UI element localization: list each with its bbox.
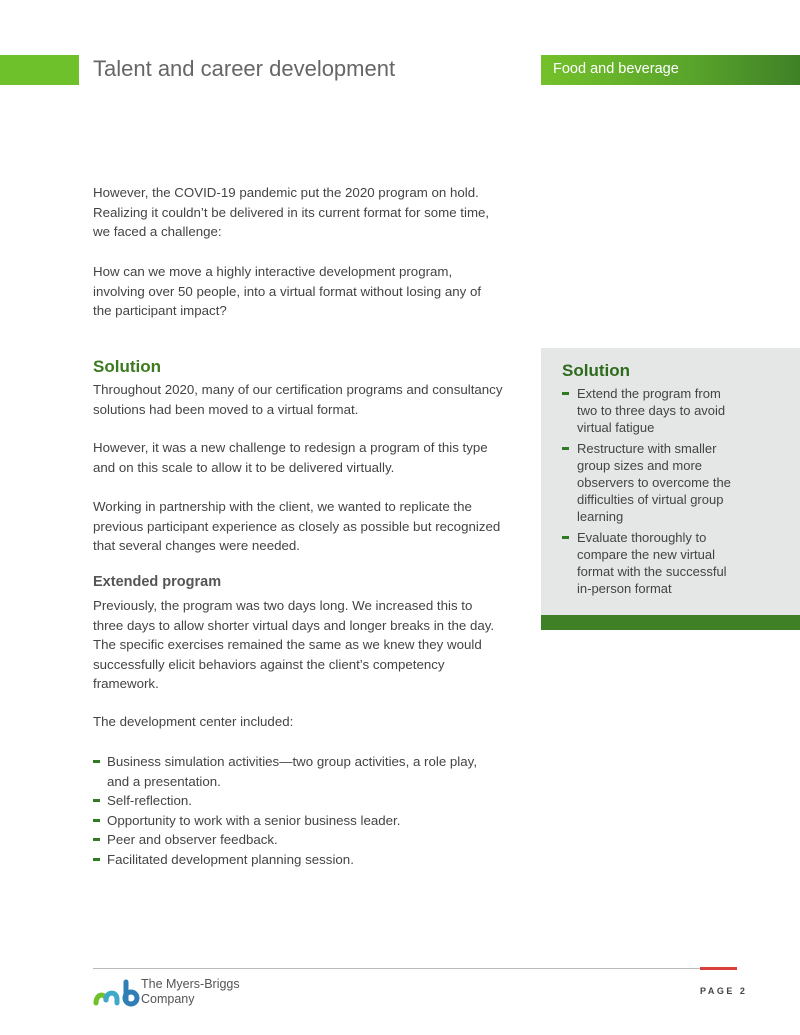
list-item-text: Peer and observer feedback. [107, 832, 278, 847]
solution-paragraph: Throughout 2020, many of our certification programs and consultancy solutions had been moved to a virtual format. [93, 382, 503, 417]
list-item [93, 830, 493, 850]
sidebar-bottom-bar [541, 615, 800, 630]
list-item-text: Business simulation activities—two group activities, a role play, and a presentation. [107, 754, 478, 789]
list-item [93, 752, 493, 791]
logo-text: Company [141, 992, 195, 1006]
dash-bullet-icon [562, 392, 569, 395]
sidebar-list-item [562, 440, 740, 525]
dash-bullet-icon [562, 447, 569, 450]
page-number: PAGE 2 [700, 986, 748, 996]
sidebar-title: Solution [562, 361, 630, 380]
sidebar-item-text: Restructure with smaller group sizes and more observers to overcome the difficulties of virtual group learning [577, 441, 731, 524]
list-item [93, 811, 493, 831]
solution-heading: Solution [93, 357, 161, 376]
sidebar-item-text: Evaluate thoroughly to compare the new virtual format with the successful in-person format [577, 530, 727, 596]
list-item [93, 791, 493, 811]
development-center-list [93, 752, 493, 869]
dash-bullet-icon [93, 760, 100, 763]
logo-text: The Myers-Briggs [141, 977, 240, 991]
list-item-text: Opportunity to work with a senior business leader. [107, 812, 401, 828]
dash-bullet-icon [93, 858, 100, 861]
sidebar-list-item [562, 385, 740, 436]
extended-program-heading: Extended program [93, 574, 222, 590]
extended-program-paragraph: Previously, the program was two days long. We increased this to three days to allow shorter virtual days and longer breaks in the day. The specific exercises remained the same as we knew they would successfully elicit behaviors against the client’s competency framework. [93, 598, 495, 691]
sidebar-list [562, 385, 740, 601]
dash-bullet-icon [562, 536, 569, 539]
section-tag-label: Food and beverage [553, 61, 679, 77]
footer-accent-mark [700, 967, 737, 970]
development-center-intro: The development center included: [93, 714, 294, 729]
header-accent-bar [0, 55, 79, 85]
intro-paragraph: However, the COVID-19 pandemic put the 2020 program on hold. Realizing it couldn’t be delivered in its current format for some time, we faced a challenge: [93, 185, 490, 239]
dash-bullet-icon [93, 799, 100, 802]
footer-divider [93, 968, 737, 969]
page-title: Talent and career development [93, 56, 396, 81]
intro-question: How can we move a highly interactive development program, involving over 50 people, into a virtual format without losing any of the participant impact? [93, 264, 482, 318]
solution-paragraph: Working in partnership with the client, we wanted to replicate the previous participant experience as closely as possible but recognized that several changes were needed. [93, 499, 501, 553]
section-tag [541, 55, 800, 85]
list-item-text: Facilitated development planning session. [107, 851, 354, 867]
solution-paragraph: However, it was a new challenge to redesign a program of this type and on this scale to allow it to be delivered virtually. [93, 440, 488, 475]
list-item-text: Self-reflection. [107, 793, 192, 808]
sidebar-list-item [562, 529, 740, 597]
dash-bullet-icon [93, 838, 100, 841]
list-item [93, 850, 493, 870]
sidebar-item-text: Extend the program from two to three days to avoid virtual fatigue [577, 386, 726, 435]
dash-bullet-icon [93, 819, 100, 822]
